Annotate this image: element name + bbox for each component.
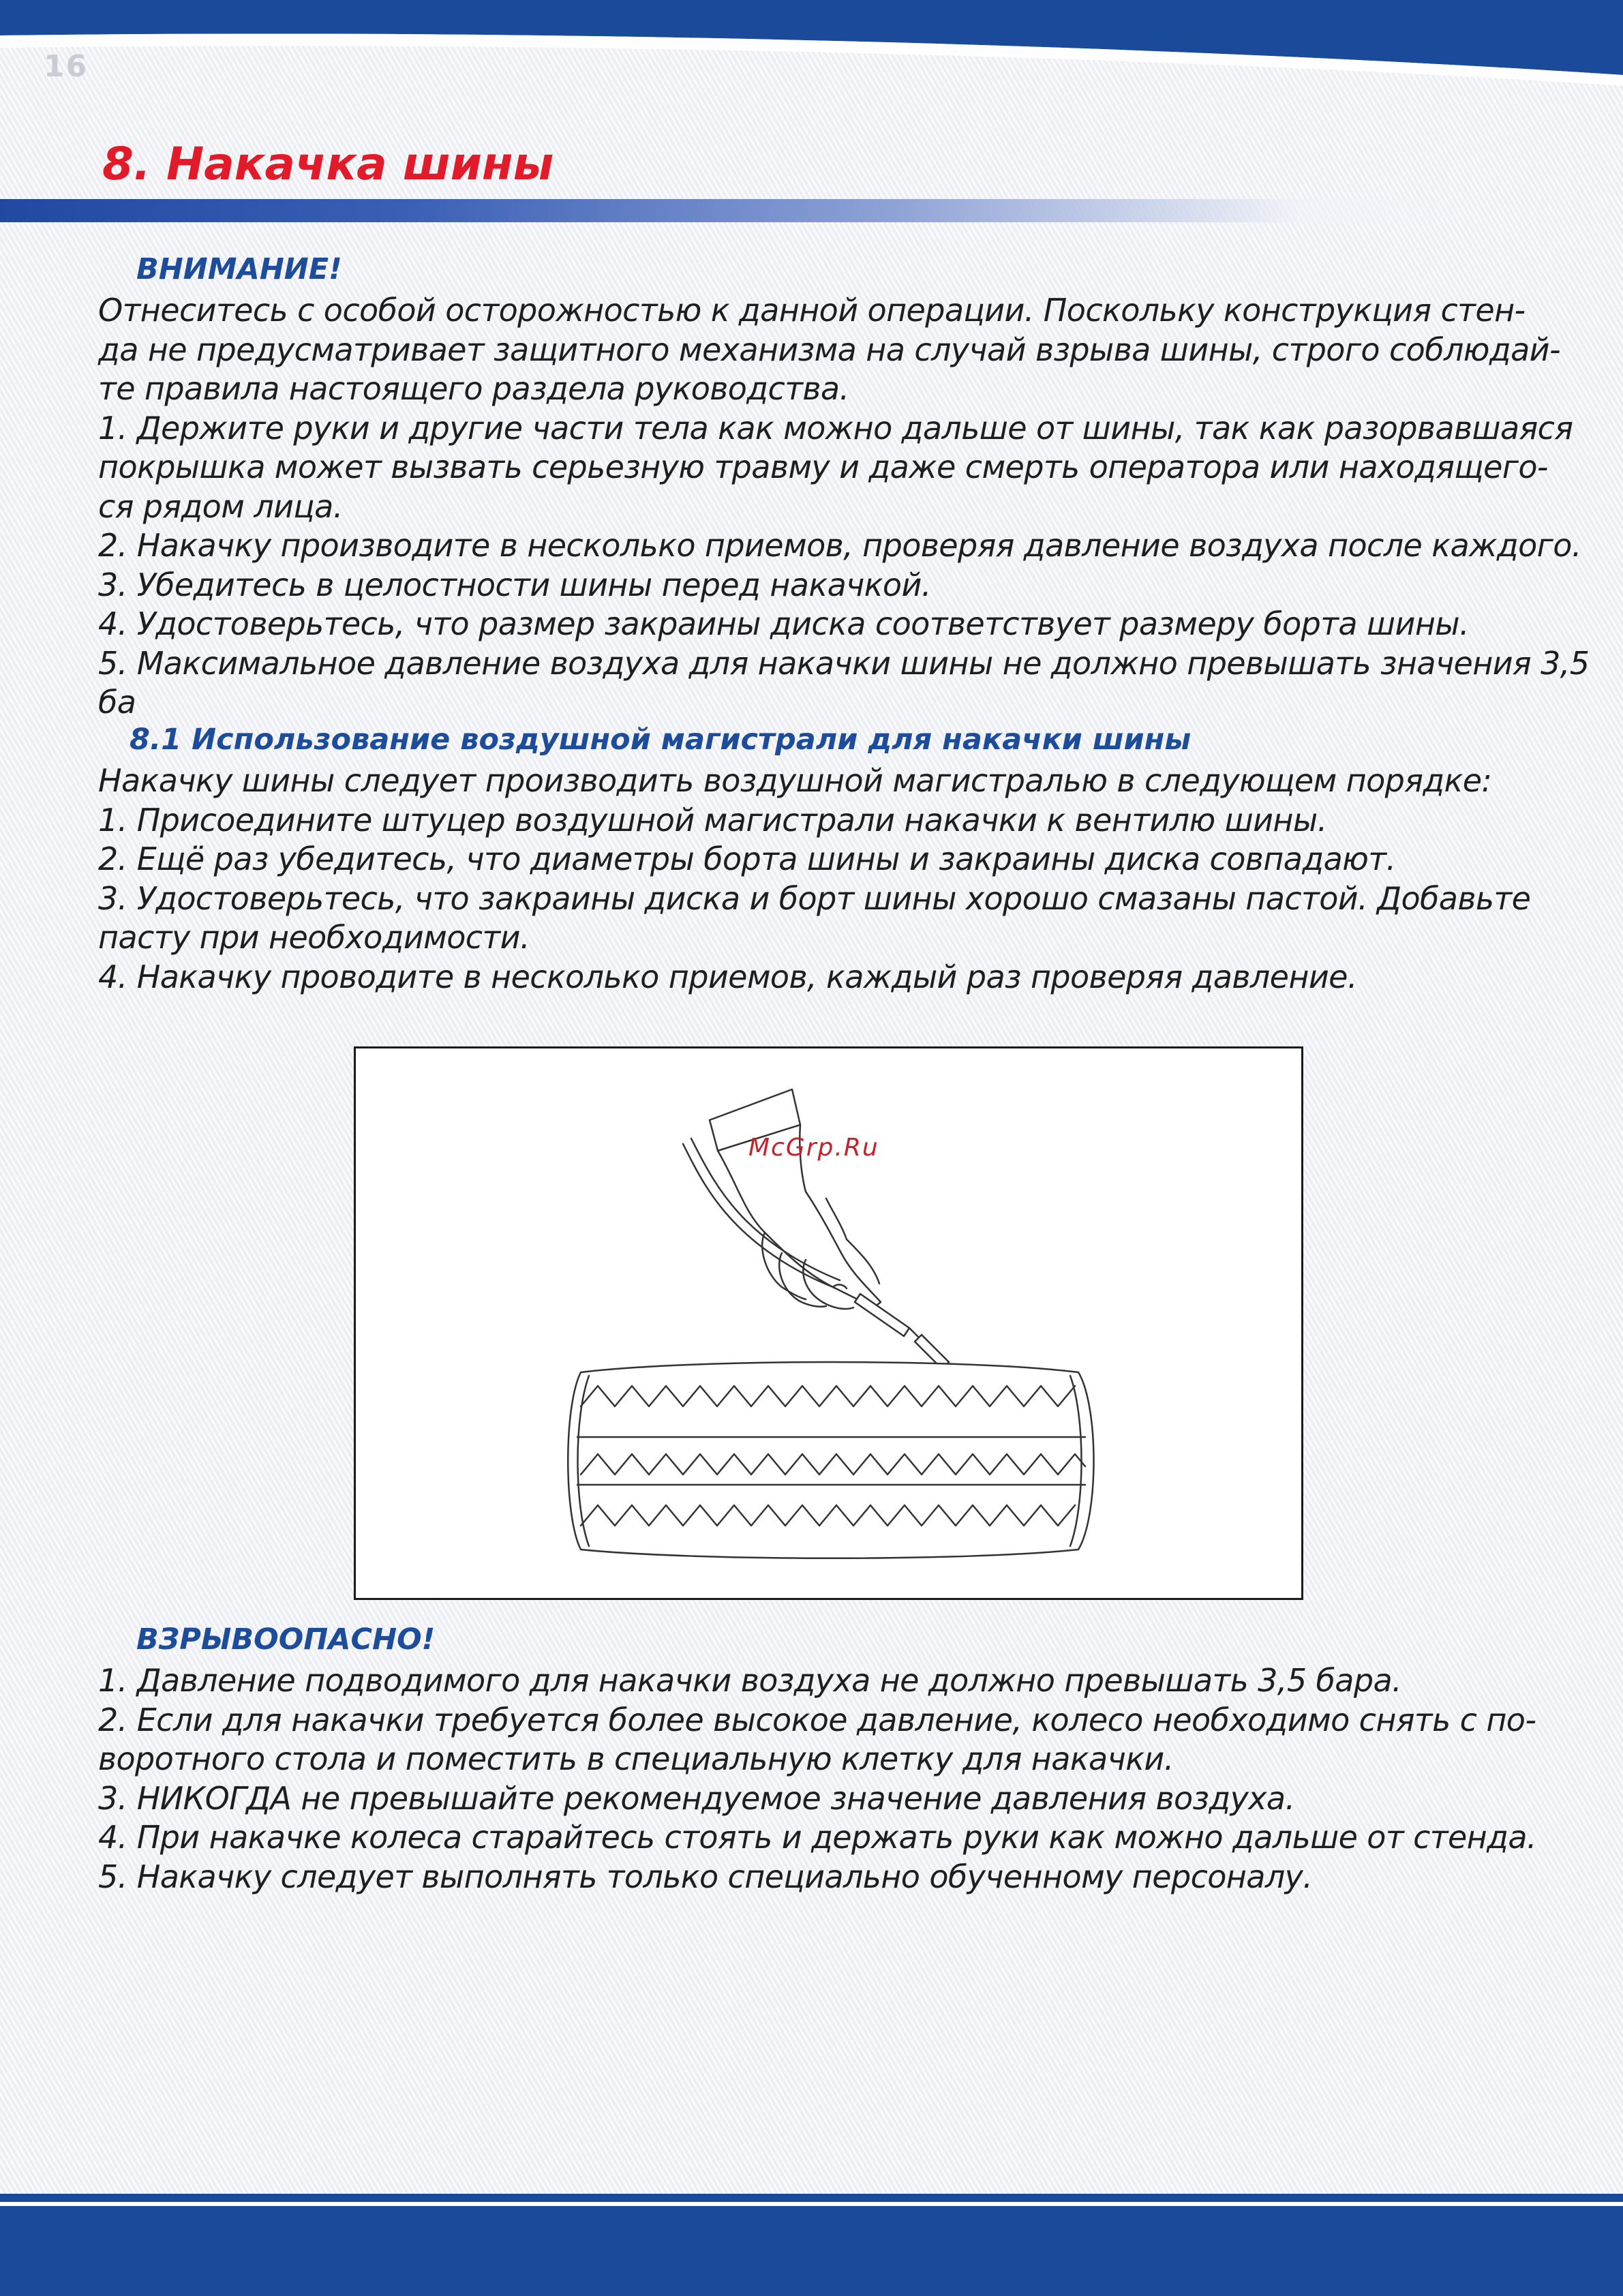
text-line: пасту при необходимости. — [98, 919, 530, 956]
illustration-frame — [354, 1046, 1303, 1600]
text-line: 3. НИКОГДА не превышайте рекомендуемое значение давления воздуха. — [98, 1779, 1295, 1817]
text-line: 4. Накачку проводите в несколько приемов, каждый раз проверяя давление. — [98, 958, 1357, 995]
subsection-text — [98, 761, 1557, 997]
text-line: 2. Накачку производите в несколько приемов, проверяя давление воздуха после каждого. — [98, 527, 1581, 564]
hand-inflating-tire-illustration — [356, 1048, 1301, 1598]
page-number: 16 — [44, 49, 89, 84]
text-line: 3. Убедитесь в целостности шины перед накачкой. — [98, 566, 931, 603]
text-line: покрышка может вызвать серьезную травму и даже смерть оператора или находящего- — [98, 449, 1548, 485]
warning-heading: ВНИМАНИЕ! — [136, 252, 342, 286]
text-line: те правила настоящего раздела руководства. — [98, 370, 849, 407]
text-line: 2. Если для накачки требуется более высокое давление, колесо необходимо снять с по- — [98, 1701, 1536, 1738]
watermark: McGrp.Ru — [748, 1134, 879, 1162]
danger-text — [98, 1661, 1557, 1897]
text-line: 4. При накачке колеса старайтесь стоять и держать руки как можно дальше от стенда. — [98, 1819, 1536, 1856]
subsection-heading: 8.1 Использование воздушной магистрали для накачки шины — [130, 723, 1192, 757]
page-title: 8. Накачка шины — [102, 138, 554, 190]
danger-heading: ВЗРЫВООПАСНО! — [136, 1622, 436, 1657]
text-line: да не предусматривает защитного механизма на случай взрыва шины, строго соблюдай- — [98, 331, 1560, 368]
text-line: 3. Удостоверьтесь, что закраины диска и борт шины хорошо смазаны пастой. Добавьте — [98, 879, 1531, 917]
footer-band — [0, 2194, 1623, 2296]
text-line: 5. Максимальное давление воздуха для накачки шины не должно превышать значения 3,5 — [98, 644, 1590, 682]
text-line: 1. Держите руки и другие части тела как можно дальше от шины, так как разорвавшаяся — [98, 409, 1573, 447]
warning-text — [98, 291, 1590, 723]
text-line: 5. Накачку следует выполнять только специально обученному персоналу. — [98, 1858, 1313, 1895]
text-line: ба — [98, 684, 136, 721]
text-line: 1. Присоедините штуцер воздушной магистрали накачки к вентилю шины. — [98, 801, 1327, 839]
text-line: 1. Давление подводимого для накачки воздуха не должно превышать 3,5 бара. — [98, 1662, 1402, 1699]
text-line: 4. Удостоверьтесь, что размер закраины диска соответствует размеру борта шины. — [98, 605, 1470, 642]
text-line: ся рядом лица. — [98, 487, 343, 525]
text-line: Накачку шины следует производить воздушной магистралью в следующем порядке: — [98, 762, 1492, 799]
header-band — [0, 0, 1623, 115]
title-rule — [0, 199, 1623, 222]
text-line: воротного стола и поместить в специальную клетку для накачки. — [98, 1740, 1174, 1777]
text-line: 2. Ещё раз убедитесь, что диаметры борта шины и закраины диска совпадают. — [98, 841, 1396, 877]
text-line: Отнеситесь с особой осторожностью к данной операции. Поскольку конструкция стен- — [98, 292, 1526, 329]
